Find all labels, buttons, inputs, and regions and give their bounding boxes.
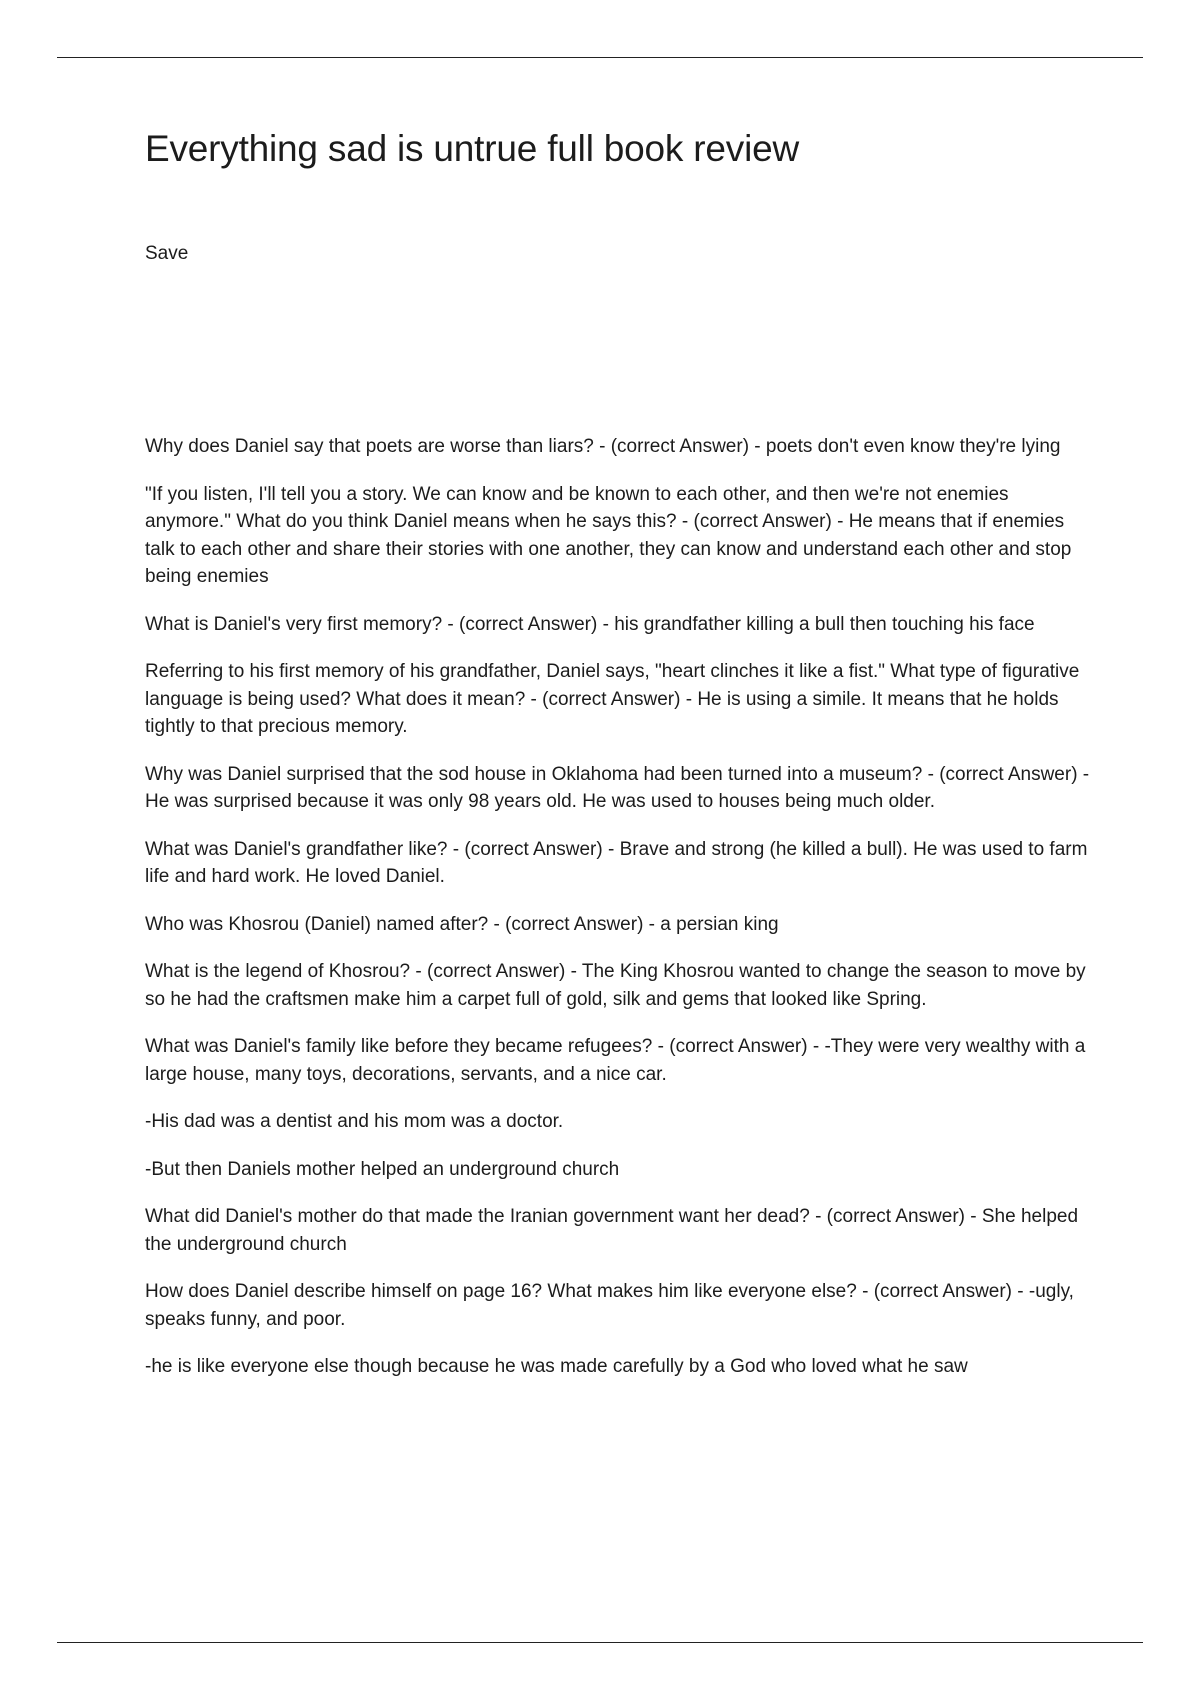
bottom-divider xyxy=(57,1642,1143,1643)
qa-paragraph: "If you listen, I'll tell you a story. We can know and be known to each other, and then we're not enemies anymore." What do you think Daniel means when he says this? - (correct Answer) - He means that if enemies talk to each other and share their stories with one another, they can know and understand each other and stop being enemies xyxy=(145,483,1072,587)
qa-paragraph: What was Daniel's family like before they became refugees? - (correct Answer) - -They were very wealthy with a large house, many toys, decorations, servants, and a nice car. xyxy=(145,1036,1086,1085)
qa-paragraph: What was Daniel's grandfather like? - (correct Answer) - Brave and strong (he killed a bull). He was used to farm life and hard work. He loved Daniel. xyxy=(145,838,1088,887)
qa-paragraph: Why does Daniel say that poets are worse than liars? - (correct Answer) - poets don't even know they're lying xyxy=(145,436,1061,457)
page-title: Everything sad is untrue full book review xyxy=(145,128,800,169)
qa-paragraph: Why was Daniel surprised that the sod house in Oklahoma had been turned into a museum? - (correct Answer) - He was surprised because it was only 98 years old. He was used to houses being much older. xyxy=(145,763,1090,812)
qa-paragraph: What is the legend of Khosrou? - (correct Answer) - The King Khosrou wanted to change the season to move by so he had the craftsmen make him a carpet full of gold, silk and gems that looked like Spring. xyxy=(145,961,1086,1010)
qa-paragraph: How does Daniel describe himself on page 16? What makes him like everyone else? - (correct Answer) - -ugly, speaks funny, and poor. xyxy=(145,1281,1074,1330)
qa-paragraph: -But then Daniels mother helped an underground church xyxy=(145,1158,620,1180)
save-button[interactable]: Save xyxy=(145,243,189,264)
qa-paragraph: -His dad was a dentist and his mom was a doctor. xyxy=(145,1111,564,1132)
qa-paragraph: Who was Khosrou (Daniel) named after? - (correct Answer) - a persian king xyxy=(145,913,779,935)
qa-list xyxy=(145,433,1095,1401)
qa-paragraph: What did Daniel's mother do that made the Iranian government want her dead? - (correct Answer) - She helped the underground church xyxy=(145,1206,1079,1255)
qa-paragraph: What is Daniel's very first memory? - (correct Answer) - his grandfather killing a bull then touching his face xyxy=(145,613,1035,635)
qa-paragraph: -he is like everyone else though because he was made carefully by a God who loved what he saw xyxy=(145,1356,968,1377)
qa-paragraph: Referring to his first memory of his grandfather, Daniel says, "heart clinches it like a fist." What type of figurative language is being used? What does it mean? - (correct Answer) - He is using a simile. It means that he holds tightly to that precious memory. xyxy=(145,661,1080,737)
top-divider xyxy=(57,57,1143,58)
